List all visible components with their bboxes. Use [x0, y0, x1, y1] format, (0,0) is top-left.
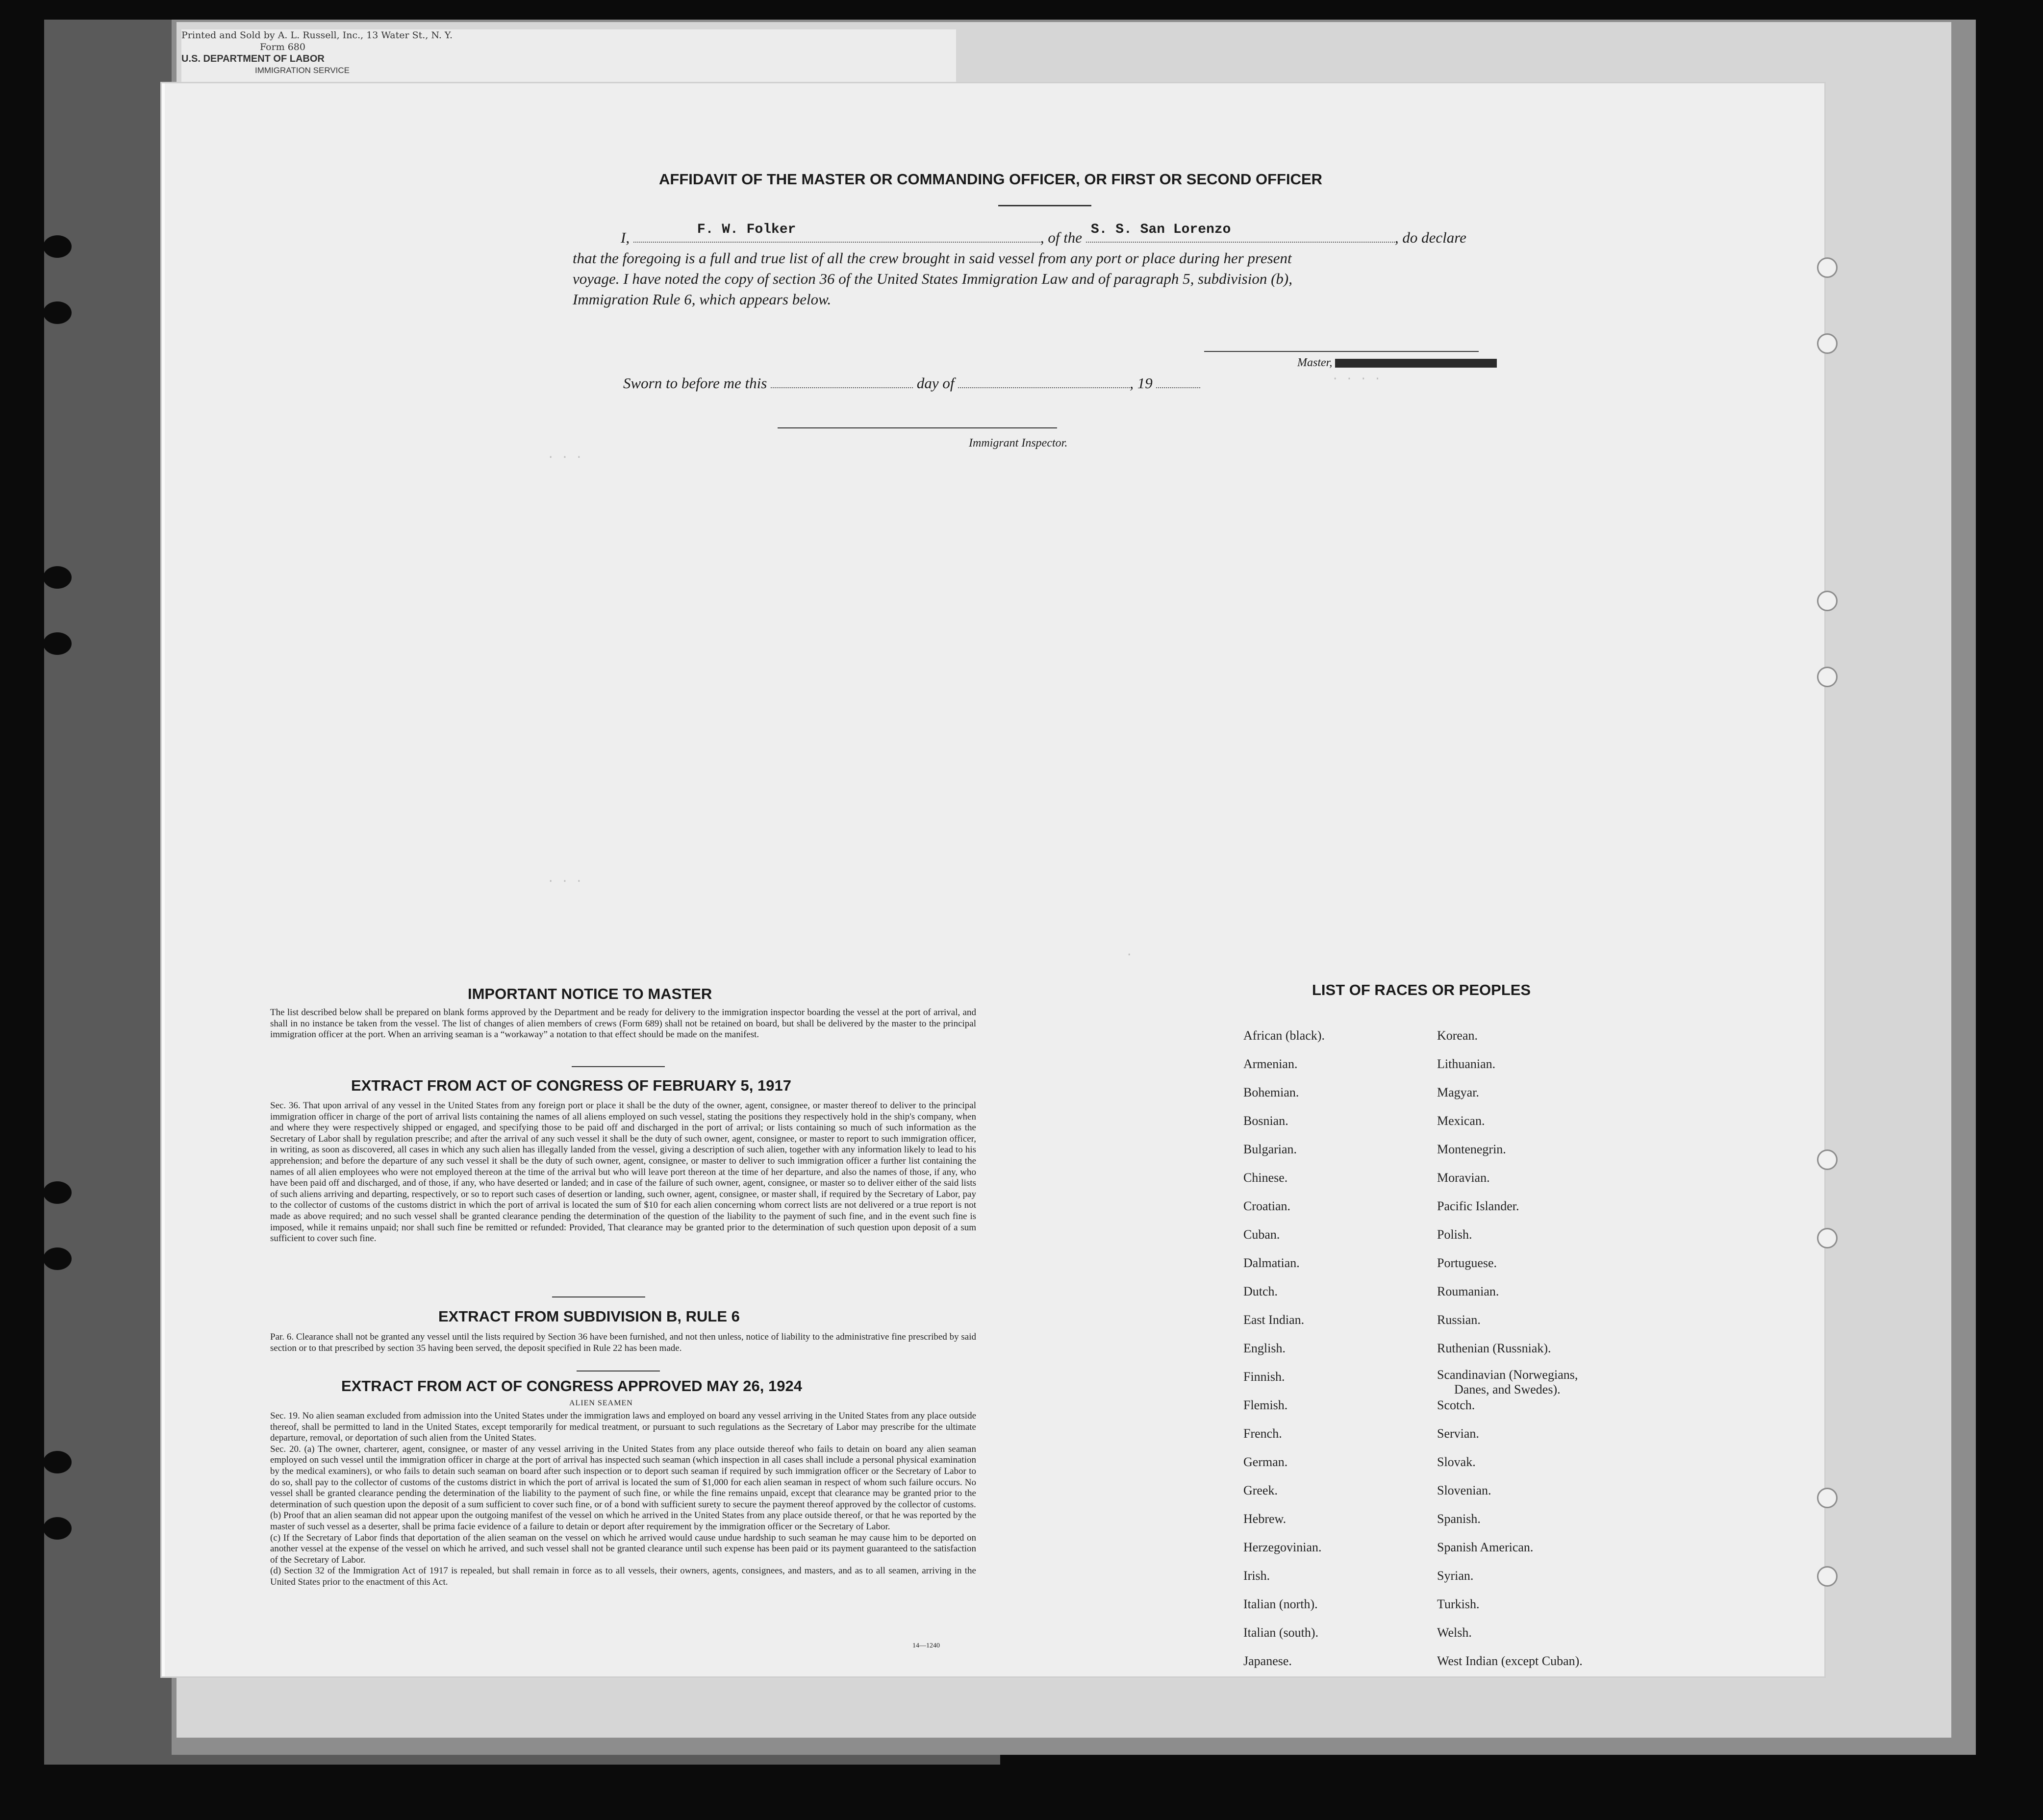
race-left: Finnish. — [1243, 1370, 1285, 1384]
race-left: Bulgarian. — [1243, 1142, 1297, 1156]
race-left: Bohemian. — [1243, 1085, 1299, 1099]
race-left: French. — [1243, 1426, 1282, 1441]
vessel-name-field — [1086, 222, 1395, 243]
officer-name: F. W. Folker — [697, 222, 796, 237]
race-right: Spanish American. — [1437, 1540, 1534, 1554]
act-1917-rule — [552, 1296, 645, 1297]
race-right: Russian. — [1437, 1313, 1481, 1327]
race-right: Ruthenian (Russniak). — [1437, 1341, 1551, 1355]
rule-6-title: EXTRACT FROM SUBDIVISION B, RULE 6 — [438, 1308, 740, 1325]
sworn-year-field — [1156, 376, 1200, 388]
act-1924-sec-20b: (b) Proof that an alien seaman did not appear upon the outgoing manifest of the vessel on which he arrived in the United States from any place outside thereof, or that he was reported by the master of such vessel as a deserter, shall be prima facie evidence of a failure to detain or deport after requirement by the immigration officer or the Secretary of Labor. — [270, 1510, 976, 1532]
race-right: Montenegrin. — [1437, 1142, 1506, 1156]
vessel-name: S. S. San Lorenzo — [1090, 222, 1231, 237]
race-right: Magyar. — [1437, 1085, 1479, 1099]
ring-hole — [1817, 333, 1838, 354]
act-1924-sec-20c: (c) If the Secretary of Labor finds that deportation of the alien seaman on the vessel on which he arrived would cause undue hardship to such seaman he may cause him to be deported on another vessel at the expense of the vessel on which he arrived, and such vessel shall not be granted clearance until such expense has been paid or its payment guaranteed to the satisfaction of the Secretary of Labor. — [270, 1532, 976, 1565]
race-left: Chinese. — [1243, 1171, 1288, 1185]
declare-label: , do declare — [1394, 229, 1466, 246]
race-right: Syrian. — [1437, 1569, 1474, 1583]
form-code: 14—1240 — [912, 1642, 940, 1649]
binding-hole — [43, 235, 72, 258]
of-the-label: , of the — [1040, 229, 1083, 246]
race-right: Slovenian. — [1437, 1483, 1491, 1497]
inspector-label: Immigrant Inspector. — [969, 437, 1068, 449]
race-right-continuation: Danes, and Swedes). — [1454, 1382, 1561, 1396]
rule-6-text: Par. 6. Clearance shall not be granted any vessel until the lists required by Section 36 have been furnished, and not then unless, notice of liability to the administrative fine prescribed by said section or to that prescribed by section 35 having been served, the deposit specified in Rule 22 has been made. — [270, 1332, 976, 1353]
affidavit-title: AFFIDAVIT OF THE MASTER OR COMMANDING OFFICER, OR FIRST OR SECOND OFFICER — [659, 171, 1323, 188]
race-right: Scotch. — [1437, 1398, 1475, 1412]
bleed-through-mark: . — [1126, 946, 1133, 959]
declaration-line-2: that the foregoing is a full and true list of all the crew brought in said vessel from any port or place during her present — [573, 249, 1292, 267]
race-left: Cuban. — [1243, 1227, 1280, 1242]
race-left: Flemish. — [1243, 1398, 1288, 1412]
ring-hole — [1817, 257, 1838, 278]
race-left: Italian (north). — [1243, 1597, 1318, 1611]
binding-hole — [43, 1517, 72, 1540]
year-label: , 19 — [1130, 374, 1153, 392]
bleed-through-mark: . . . — [547, 449, 583, 462]
race-left: East Indian. — [1243, 1313, 1305, 1327]
race-left: Bosnian. — [1243, 1114, 1288, 1128]
race-right: Polish. — [1437, 1227, 1472, 1242]
master-label: Master, — [1297, 356, 1333, 369]
act-1917-text: Sec. 36. That upon arrival of any vessel in the United States from any foreign port or place it shall be the duty of the owner, agent, consignee, or master thereof to deliver to the principal immigration officer in charge of the port of arrival lists containing the names of all aliens employed on such vessel, stating the positions they respectively hold in the ship's company, when and where they were respectively shipped or engaged, and specifying those to be paid off and discharged in the port of arrival; or lists containing so much of such information as the Secretary of Labor shall by regulation prescribe; and after the arrival of any such vessel it shall be the duty of such owner, agent, consignee, or master to report to such immigration officer, in writing, as soon as discovered, all cases in which any such alien has illegally landed from the vessel, giving a description of such alien, together with any information likely to lead to his apprehension; and before the departure of any such vessel it shall be the duty of such owner, agent, consignee, or master to deliver to such immigration officer a further list containing the names of all alien employees who were not employed thereon at the time of the arrival but who will leave port thereon at the time of her departure, and also the names of those, if any, who have been paid off and discharged, and of those, if any, who have deserted or landed; and in case of the failure of such owner, agent, consignee, or master so to deliver either of the said lists of such aliens arriving and departing, respectively, or so to report such cases of desertion or landing, such owner, agent, consignee, or master shall, if required by the Secretary of Labor, pay to the collector of customs of the customs district in which the port of arrival is located the sum of $10 for each alien concerning whom correct lists are not delivered or a true report is not made as above required; and no such vessel shall be granted clearance pending the determination of the question of the liability to the payment of such fine, and in the event such fine is imposed, while it remains unpaid; nor shall such fine be remitted or refunded: Provided, That clearance may be granted prior to the determination of such question upon deposit of a sum sufficient to cover such fine. — [270, 1100, 976, 1244]
ring-hole — [1817, 591, 1838, 611]
race-right: Lithuanian. — [1437, 1057, 1496, 1071]
notice-rule — [572, 1066, 665, 1067]
race-right: Pacific Islander. — [1437, 1199, 1519, 1213]
declaration-line-3: voyage. I have noted the copy of section 36 of the United States Immigration Law and of paragraph 5, subdivision (b), — [573, 270, 1292, 287]
race-right: Spanish. — [1437, 1512, 1481, 1526]
binding-hole — [43, 301, 72, 324]
act-1924-subtitle: ALIEN SEAMEN — [569, 1399, 633, 1407]
form-page — [162, 83, 1824, 1676]
races-title: LIST OF RACES OR PEOPLES — [1312, 981, 1531, 998]
ring-hole — [1817, 667, 1838, 687]
race-left: Greek. — [1243, 1483, 1278, 1497]
bleed-through-mark: · · · · — [1332, 373, 1381, 386]
ring-hole — [1817, 1228, 1838, 1248]
binding-hole — [43, 1181, 72, 1204]
race-right: Mexican. — [1437, 1114, 1485, 1128]
race-right: Scandinavian (Norwegians, — [1437, 1368, 1578, 1382]
day-of-label: day of — [916, 374, 955, 392]
race-left: Dalmatian. — [1243, 1256, 1300, 1270]
race-left: English. — [1243, 1341, 1286, 1355]
race-left: Hebrew. — [1243, 1512, 1286, 1526]
race-right: Portuguese. — [1437, 1256, 1497, 1270]
binding-hole — [43, 1451, 72, 1473]
form-number: Form 680 — [260, 42, 305, 52]
redaction-mark — [1335, 359, 1497, 368]
act-1924-title: EXTRACT FROM ACT OF CONGRESS APPROVED MAY 26, 1924 — [341, 1377, 802, 1395]
declaration-line-1 — [621, 222, 1466, 249]
sworn-line — [623, 373, 1200, 394]
sworn-month-field — [958, 376, 1130, 388]
act-1924-sec-20d: (d) Section 32 of the Immigration Act of 1917 is repealed, but shall remain in force as to all vessels, their owners, agents, consignees, and masters, and as to all seamen, arriving in the United States prior to the enactment of this Act. — [270, 1566, 976, 1587]
ring-hole — [1817, 1488, 1838, 1508]
race-right: Servian. — [1437, 1426, 1479, 1441]
race-right: Slovak. — [1437, 1455, 1476, 1469]
declaration-prefix: I, — [621, 229, 630, 246]
race-left: Dutch. — [1243, 1284, 1278, 1298]
race-left: Irish. — [1243, 1569, 1270, 1583]
race-left: Italian (south). — [1243, 1625, 1319, 1640]
race-left: German. — [1243, 1455, 1288, 1469]
race-left: Croatian. — [1243, 1199, 1291, 1213]
declaration-line-4: Immigration Rule 6, which appears below. — [573, 291, 832, 308]
race-right: West Indian (except Cuban). — [1437, 1654, 1583, 1668]
master-signature — [1297, 352, 1497, 374]
notice-title: IMPORTANT NOTICE TO MASTER — [468, 985, 712, 1002]
act-1924-sec-20a: Sec. 20. (a) The owner, charterer, agent, consignee, or master of any vessel arriving in the United States from any place outside thereof who fails to detain on board any alien seaman employed on such vessel until the immigration officer in charge at the port of arrival has inspected such seaman (which inspection in all cases shall include a personal physical examination by the medical examiners), or who fails to detain such seaman on board after such inspection or to deport such seaman if required by such immigration officer or the Secretary of Labor to do so, shall pay to the collector of customs of the customs district in which the port of arrival is located the sum of $1,000 for each alien seaman in respect of whom such failure occurs. No vessel shall be granted clearance pending the determination of the liability to the payment of such fine, or while the fine remains unpaid, except that clearance may be granted prior to the determination of such question upon the deposit of a sum sufficient to cover such fine, or of a bond with sufficient surety to secure the payment thereof approved by the collector of customs. — [270, 1444, 976, 1510]
notice-text: The list described below shall be prepared on blank forms approved by the Department and be ready for delivery to the immigration inspector boarding the vessel at the port of arrival, and shall in no instance be taken from the vessel. The list of changes of alien members of crews (Form 689) shall not be retained on board, but shall be delivered by the master to the principal immigration officer at the port. When an arriving seaman is a “workaway” a notation to that effect should be made on the manifest. — [270, 1007, 976, 1040]
service: IMMIGRATION SERVICE — [255, 66, 350, 75]
binding-hole — [43, 1247, 72, 1270]
act-1924-sec-19: Sec. 19. No alien seaman excluded from admission into the United States under the immigration laws and employed on board any vessel arriving in the United States from any place outside thereof, shall be permitted to land in the United States, except temporarily for medical treatment, or pursuant to such regulations as the Secretary of Labor may prescribe for the ultimate departure, removal, or deportation of such alien from the United States. — [270, 1411, 976, 1444]
race-left: Armenian. — [1243, 1057, 1298, 1071]
race-left: Herzegovinian. — [1243, 1540, 1322, 1554]
officer-name-field — [633, 222, 1040, 243]
bleed-through-mark: . . . — [547, 873, 583, 886]
printer-line: Printed and Sold by A. L. Russell, Inc., 13 Water St., N. Y. — [181, 30, 453, 41]
race-right: Moravian. — [1437, 1171, 1490, 1185]
race-right: Roumanian. — [1437, 1284, 1499, 1298]
sworn-day-field — [771, 376, 913, 388]
title-rule — [998, 205, 1091, 206]
department: U.S. DEPARTMENT OF LABOR — [181, 53, 325, 64]
race-right: Turkish. — [1437, 1597, 1480, 1611]
ring-hole — [1817, 1566, 1838, 1587]
race-left: African (black). — [1243, 1028, 1325, 1043]
inspector-signature-line — [778, 427, 1057, 428]
binding-hole — [43, 632, 72, 655]
act-1924-text — [270, 1411, 976, 1588]
ring-hole — [1817, 1149, 1838, 1170]
binding-hole — [43, 566, 72, 589]
race-right: Welsh. — [1437, 1625, 1472, 1640]
race-left: Japanese. — [1243, 1654, 1292, 1668]
race-right: Korean. — [1437, 1028, 1478, 1043]
sworn-label: Sworn to before me this — [623, 374, 767, 392]
act-1917-title: EXTRACT FROM ACT OF CONGRESS OF FEBRUARY 5, 1917 — [351, 1077, 791, 1094]
